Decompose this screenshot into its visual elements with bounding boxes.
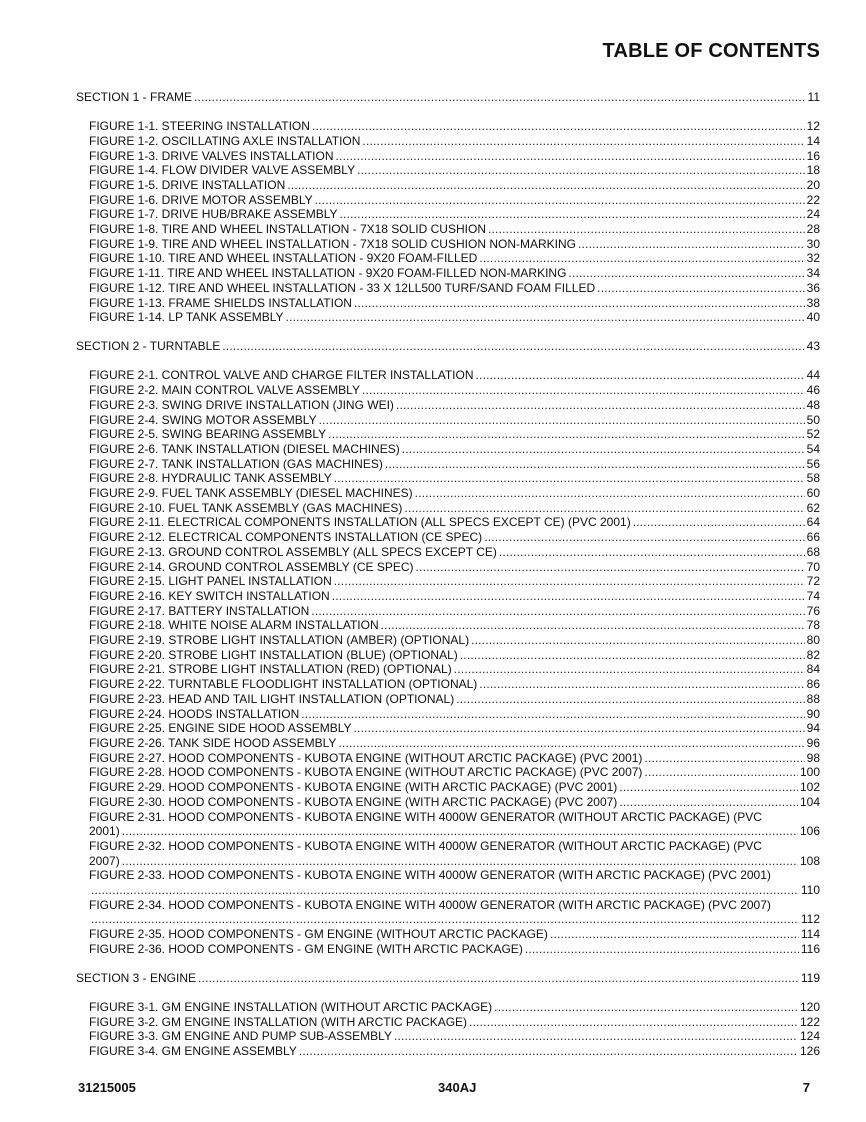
figure-title: FIGURE 2-4. SWING MOTOR ASSEMBLY	[89, 412, 317, 427]
figure-page-number: 14	[806, 133, 820, 148]
figure-entry[interactable]	[76, 604, 820, 619]
figure-title: FIGURE 2-20. STROBE LIGHT INSTALLATION (BLUE) (OPTIONAL)	[89, 647, 458, 662]
dot-leader	[415, 486, 805, 501]
figure-title: FIGURE 2-31. HOOD COMPONENTS - KUBOTA ENGINE WITH 4000W GENERATOR (WITHOUT ARCTIC PACKAGE) (PVC	[89, 809, 762, 824]
figure-page-number: 34	[806, 266, 820, 281]
figure-title: FIGURE 1-9. TIRE AND WHEEL INSTALLATION - 7X18 SOLID CUSHION NON-MARKING	[89, 236, 576, 251]
figure-title-continued: 2007)	[89, 853, 120, 868]
figure-page-number: 50	[806, 412, 820, 427]
figure-title: FIGURE 2-5. SWING BEARING ASSEMBLY	[89, 427, 327, 442]
dot-leader	[597, 281, 804, 296]
dot-leader	[469, 1015, 798, 1030]
figure-title: FIGURE 1-10. TIRE AND WHEEL INSTALLATION - 9X20 FOAM-FILLED	[89, 251, 478, 266]
figure-entry[interactable]	[76, 765, 820, 780]
dot-leader	[332, 589, 805, 604]
figure-page-number: 100	[799, 765, 820, 780]
figure-entry[interactable]	[76, 442, 820, 457]
figure-page-number: 24	[806, 207, 820, 222]
figure-title: FIGURE 2-21. STROBE LIGHT INSTALLATION (RED) (OPTIONAL)	[89, 662, 452, 677]
figure-title: FIGURE 2-32. HOOD COMPONENTS - KUBOTA ENGINE WITH 4000W GENERATOR (WITHOUT ARCTIC PACKAGE) (PVC	[89, 838, 762, 853]
dot-leader	[91, 912, 799, 927]
figure-title: FIGURE 2-7. TANK INSTALLATION (GAS MACHINES)	[89, 456, 383, 471]
figure-page-number: 28	[806, 222, 820, 237]
dot-leader	[499, 545, 805, 560]
figure-entry[interactable]	[76, 398, 820, 413]
dot-leader	[122, 824, 798, 839]
figure-page-number: 48	[806, 397, 820, 412]
dot-leader	[328, 427, 804, 442]
figure-title: FIGURE 2-1. CONTROL VALVE AND CHARGE FILTER INSTALLATION	[89, 368, 474, 383]
dot-leader	[396, 398, 805, 413]
section-page-number: 119	[800, 970, 820, 985]
figure-title: FIGURE 2-24. HOODS INSTALLATION	[89, 706, 300, 721]
dot-leader	[312, 119, 805, 134]
dot-leader	[568, 266, 804, 281]
figure-title: FIGURE 2-6. TANK INSTALLATION (DIESEL MACHINES)	[89, 441, 400, 456]
figure-page-number: 110	[800, 883, 820, 898]
figure-entry[interactable]	[76, 427, 820, 442]
figure-page-number: 32	[806, 251, 820, 266]
figure-page-number: 58	[806, 471, 820, 486]
figure-list	[76, 1000, 820, 1059]
dot-leader	[525, 942, 799, 957]
figure-page-number: 66	[806, 530, 820, 545]
dot-leader	[286, 310, 805, 325]
figure-entry[interactable]	[76, 501, 820, 516]
figure-page-number: 82	[806, 647, 820, 662]
figure-page-number: 16	[806, 148, 820, 163]
figure-title: FIGURE 2-19. STROBE LIGHT INSTALLATION (AMBER) (OPTIONAL)	[89, 633, 470, 648]
figure-page-number: 90	[806, 706, 820, 721]
figure-entry[interactable]	[76, 193, 820, 208]
figure-entry[interactable]	[76, 589, 820, 604]
figure-title: FIGURE 1-3. DRIVE VALVES INSTALLATION	[89, 148, 334, 163]
figure-entry[interactable]	[76, 810, 820, 839]
figure-entry[interactable]	[76, 251, 820, 266]
figure-page-number: 60	[806, 486, 820, 501]
dot-leader	[354, 296, 805, 311]
dot-leader	[619, 780, 798, 795]
figure-entry[interactable]	[76, 310, 820, 325]
dot-leader	[416, 560, 805, 575]
figure-entry[interactable]	[76, 515, 820, 530]
section-page-number: 43	[806, 339, 820, 354]
figure-title: FIGURE 2-9. FUEL TANK ASSEMBLY (DIESEL MACHINES)	[89, 486, 413, 501]
figure-title: FIGURE 1-7. DRIVE HUB/BRAKE ASSEMBLY	[89, 207, 338, 222]
figure-title: FIGURE 2-13. GROUND CONTROL ASSEMBLY (ALL SPECS EXCEPT CE)	[89, 544, 497, 559]
section-entry[interactable]	[76, 339, 820, 354]
figure-title: FIGURE 1-14. LP TANK ASSEMBLY	[89, 310, 284, 325]
figure-title: FIGURE 2-25. ENGINE SIDE HOOD ASSEMBLY	[89, 721, 352, 736]
section-title: SECTION 3 - ENGINE	[76, 970, 197, 985]
figure-page-number: 36	[806, 280, 820, 295]
figure-title: FIGURE 2-23. HEAD AND TAIL LIGHT INSTALLATION (OPTIONAL)	[89, 691, 455, 706]
figure-page-number: 38	[806, 295, 820, 310]
dot-leader	[336, 149, 805, 164]
figure-page-number: 40	[806, 310, 820, 325]
figure-entry[interactable]	[76, 942, 820, 957]
figure-entry[interactable]	[76, 296, 820, 311]
dot-leader	[644, 765, 798, 780]
figure-page-number: 126	[799, 1044, 820, 1059]
dot-leader	[479, 251, 804, 266]
toc-section	[76, 971, 820, 1059]
dot-leader	[354, 721, 805, 736]
figure-title: FIGURE 2-26. TANK SIDE HOOD ASSEMBLY	[89, 736, 337, 750]
figure-entry[interactable]	[76, 618, 820, 633]
figure-page-number: 64	[806, 515, 820, 530]
toc-section	[76, 339, 820, 956]
figure-page-number: 22	[806, 192, 820, 207]
figure-entry[interactable]	[76, 721, 820, 736]
footer-model: 340AJ	[438, 1080, 477, 1095]
table-of-contents	[76, 90, 820, 1059]
figure-page-number: 62	[806, 500, 820, 515]
figure-entry[interactable]	[76, 633, 820, 648]
figure-entry[interactable]	[76, 207, 820, 222]
figure-title: FIGURE 2-10. FUEL TANK ASSEMBLY (GAS MACHINES)	[89, 500, 403, 515]
figure-page-number: 74	[806, 588, 820, 603]
figure-page-number: 46	[806, 383, 820, 398]
dot-leader	[578, 237, 805, 252]
figure-entry[interactable]	[76, 839, 820, 868]
figure-page-number: 88	[806, 691, 820, 706]
figure-page-number: 12	[806, 119, 820, 134]
dot-leader	[334, 574, 805, 589]
figure-page-number: 52	[806, 427, 820, 442]
figure-page-number: 56	[806, 456, 820, 471]
figure-title: FIGURE 2-34. HOOD COMPONENTS - KUBOTA ENGINE WITH 4000W GENERATOR (WITH ARCTIC PACKAGE) (PVC 2007)	[89, 897, 771, 912]
figure-title: FIGURE 1-8. TIRE AND WHEEL INSTALLATION - 7X18 SOLID CUSHION	[89, 222, 486, 237]
dot-leader	[194, 90, 806, 105]
figure-entry[interactable]	[76, 560, 820, 575]
figure-page-number: 108	[799, 853, 820, 868]
figure-title: FIGURE 2-17. BATTERY INSTALLATION	[89, 603, 310, 618]
figure-entry[interactable]	[76, 1000, 820, 1015]
figure-page-number: 122	[799, 1014, 820, 1029]
figure-entry[interactable]	[76, 707, 820, 722]
dot-leader	[122, 854, 798, 869]
section-entry[interactable]	[76, 90, 820, 105]
figure-page-number: 18	[806, 163, 820, 178]
figure-title: FIGURE 2-27. HOOD COMPONENTS - KUBOTA ENGINE (WITHOUT ARCTIC PACKAGE) (PVC 2001)	[89, 750, 643, 765]
figure-title: FIGURE 2-14. GROUND CONTROL ASSEMBLY (CE SPEC)	[89, 559, 414, 574]
dot-leader	[479, 677, 804, 692]
figure-entry[interactable]	[76, 119, 820, 134]
figure-entry[interactable]	[76, 530, 820, 545]
dot-leader	[362, 134, 804, 149]
figure-entry[interactable]	[76, 662, 820, 677]
figure-entry[interactable]	[76, 163, 820, 178]
figure-title: FIGURE 3-1. GM ENGINE INSTALLATION (WITHOUT ARCTIC PACKAGE)	[89, 1000, 493, 1015]
figure-title: FIGURE 2-11. ELECTRICAL COMPONENTS INSTALLATION (ALL SPECS EXCEPT CE) (PVC 2001)	[89, 515, 631, 530]
figure-entry[interactable]	[76, 677, 820, 692]
figure-title: FIGURE 2-12. ELECTRICAL COMPONENTS INSTALLATION (CE SPEC)	[89, 530, 483, 545]
figure-title: FIGURE 1-5. DRIVE INSTALLATION	[89, 177, 286, 192]
figure-page-number: 68	[806, 544, 820, 559]
dot-leader	[381, 618, 805, 633]
figure-title: FIGURE 2-18. WHITE NOISE ALARM INSTALLATION	[89, 618, 379, 633]
figure-page-number: 78	[806, 618, 820, 633]
dot-leader	[404, 501, 804, 516]
dot-leader	[488, 222, 805, 237]
figure-title: FIGURE 2-2. MAIN CONTROL VALVE ASSEMBLY	[89, 383, 360, 398]
figure-title: FIGURE 2-28. HOOD COMPONENTS - KUBOTA ENGINE (WITHOUT ARCTIC PACKAGE) (PVC 2007)	[89, 765, 643, 780]
figure-entry[interactable]	[76, 471, 820, 486]
figure-page-number: 124	[799, 1029, 820, 1044]
figure-page-number: 104	[799, 794, 820, 809]
figure-page-number: 98	[806, 750, 820, 765]
figure-title: FIGURE 2-8. HYDRAULIC TANK ASSEMBLY	[89, 471, 332, 486]
footer-page-number: 7	[802, 1080, 810, 1095]
figure-list	[76, 119, 820, 325]
section-entry[interactable]	[76, 971, 820, 986]
dot-leader	[476, 368, 805, 383]
figure-page-number: 84	[806, 662, 820, 677]
figure-entry[interactable]	[76, 457, 820, 472]
figure-page-number: 120	[799, 1000, 820, 1015]
figure-entry[interactable]	[76, 868, 820, 897]
figure-title: FIGURE 2-36. HOOD COMPONENTS - GM ENGINE (WITH ARCTIC PACKAGE)	[89, 941, 523, 956]
figure-title: FIGURE 2-33. HOOD COMPONENTS - KUBOTA ENGINE WITH 4000W GENERATOR (WITH ARCTIC PACKAGE) (PVC 2001)	[89, 868, 771, 883]
figure-page-number: 54	[806, 441, 820, 456]
figure-title: FIGURE 1-13. FRAME SHIELDS INSTALLATION	[89, 295, 352, 310]
dot-leader	[456, 692, 804, 707]
figure-page-number: 72	[806, 574, 820, 589]
figure-entry[interactable]	[76, 266, 820, 281]
footer-doc-number: 31215005	[78, 1080, 136, 1095]
figure-entry[interactable]	[76, 149, 820, 164]
figure-title-continued: 2001)	[89, 824, 120, 839]
figure-entry[interactable]	[76, 486, 820, 501]
dot-leader	[357, 163, 805, 178]
dot-leader	[633, 515, 805, 530]
section-page-number: 11	[807, 90, 820, 104]
dot-leader	[494, 1000, 798, 1015]
figure-entry[interactable]	[76, 751, 820, 766]
dot-leader	[311, 604, 804, 619]
section-title: SECTION 1 - FRAME	[76, 90, 193, 104]
figure-page-number: 20	[806, 177, 820, 192]
figure-page-number: 102	[799, 780, 820, 795]
figure-entry[interactable]	[76, 1044, 820, 1059]
dot-leader	[471, 633, 805, 648]
dot-leader	[319, 413, 805, 428]
figure-page-number: 116	[800, 941, 820, 956]
figure-page-number: 112	[800, 912, 820, 927]
dot-leader	[644, 751, 804, 766]
toc-section	[76, 90, 820, 325]
figure-page-number: 86	[806, 677, 820, 692]
figure-entry[interactable]	[76, 574, 820, 589]
figure-entry[interactable]	[76, 1015, 820, 1030]
dot-leader	[338, 736, 804, 751]
figure-title: FIGURE 1-11. TIRE AND WHEEL INSTALLATION - 9X20 FOAM-FILLED NON-MARKING	[89, 266, 567, 281]
figure-list	[76, 368, 820, 956]
figure-title: FIGURE 3-2. GM ENGINE INSTALLATION (WITH ARCTIC PACKAGE)	[89, 1014, 468, 1029]
dot-leader	[198, 971, 799, 986]
figure-entry[interactable]	[76, 545, 820, 560]
dot-leader	[550, 927, 799, 942]
figure-page-number: 80	[806, 633, 820, 648]
figure-entry[interactable]	[76, 1029, 820, 1044]
figure-title: FIGURE 2-29. HOOD COMPONENTS - KUBOTA ENGINE (WITH ARCTIC PACKAGE) (PVC 2001)	[89, 780, 618, 795]
figure-title: FIGURE 2-35. HOOD COMPONENTS - GM ENGINE (WITHOUT ARCTIC PACKAGE)	[89, 927, 548, 942]
figure-page-number: 44	[806, 368, 820, 383]
figure-entry[interactable]	[76, 780, 820, 795]
figure-title: FIGURE 1-2. OSCILLATING AXLE INSTALLATION	[89, 133, 361, 148]
dot-leader	[385, 457, 805, 472]
figure-entry[interactable]	[76, 178, 820, 193]
figure-entry[interactable]	[76, 898, 820, 927]
dot-leader	[222, 339, 804, 354]
dot-leader	[454, 662, 805, 677]
figure-entry[interactable]	[76, 281, 820, 296]
figure-title: FIGURE 2-30. HOOD COMPONENTS - KUBOTA ENGINE (WITH ARCTIC PACKAGE) (PVC 2007)	[89, 794, 618, 809]
figure-page-number: 94	[806, 721, 820, 736]
figure-entry[interactable]	[76, 134, 820, 149]
figure-title: FIGURE 3-4. GM ENGINE ASSEMBLY	[89, 1044, 297, 1059]
figure-title: FIGURE 3-3. GM ENGINE AND PUMP SUB-ASSEMBLY	[89, 1029, 392, 1044]
figure-title: FIGURE 1-4. FLOW DIVIDER VALVE ASSEMBLY	[89, 163, 356, 178]
figure-entry[interactable]	[76, 692, 820, 707]
figure-entry[interactable]	[76, 237, 820, 252]
figure-title: FIGURE 2-16. KEY SWITCH INSTALLATION	[89, 588, 330, 603]
figure-entry[interactable]	[76, 383, 820, 398]
dot-leader	[402, 442, 805, 457]
figure-entry[interactable]	[76, 736, 820, 751]
page-title: TABLE OF CONTENTS	[602, 40, 820, 62]
figure-entry[interactable]	[76, 927, 820, 942]
dot-leader	[334, 471, 805, 486]
figure-page-number: 70	[806, 559, 820, 574]
figure-entry[interactable]	[76, 222, 820, 237]
dot-leader	[484, 530, 804, 545]
figure-entry[interactable]	[76, 648, 820, 663]
dot-leader	[340, 207, 805, 222]
dot-leader	[619, 795, 798, 810]
section-title: SECTION 2 - TURNTABLE	[76, 339, 221, 354]
dot-leader	[315, 193, 805, 208]
figure-entry[interactable]	[76, 795, 820, 810]
figure-title: FIGURE 1-12. TIRE AND WHEEL INSTALLATION - 33 X 12LL500 TURF/SAND FOAM FILLED	[89, 280, 596, 295]
figure-title: FIGURE 1-1. STEERING INSTALLATION	[89, 119, 310, 134]
figure-title: FIGURE 2-22. TURNTABLE FLOODLIGHT INSTALLATION (OPTIONAL)	[89, 677, 478, 692]
figure-title: FIGURE 2-3. SWING DRIVE INSTALLATION (JING WEI)	[89, 397, 394, 412]
dot-leader	[362, 383, 805, 398]
figure-title: FIGURE 1-6. DRIVE MOTOR ASSEMBLY	[89, 192, 313, 207]
figure-page-number: 76	[806, 603, 820, 618]
dot-leader	[299, 1044, 798, 1059]
figure-entry[interactable]	[76, 413, 820, 428]
figure-entry[interactable]	[76, 368, 820, 383]
dot-leader	[394, 1029, 798, 1044]
figure-page-number: 96	[806, 736, 820, 750]
figure-title: FIGURE 2-15. LIGHT PANEL INSTALLATION	[89, 574, 332, 589]
dot-leader	[460, 648, 805, 663]
figure-page-number: 106	[799, 824, 820, 839]
figure-page-number: 30	[806, 236, 820, 251]
dot-leader	[287, 178, 804, 193]
dot-leader	[301, 707, 804, 722]
figure-page-number: 114	[800, 927, 820, 942]
dot-leader	[91, 883, 799, 898]
